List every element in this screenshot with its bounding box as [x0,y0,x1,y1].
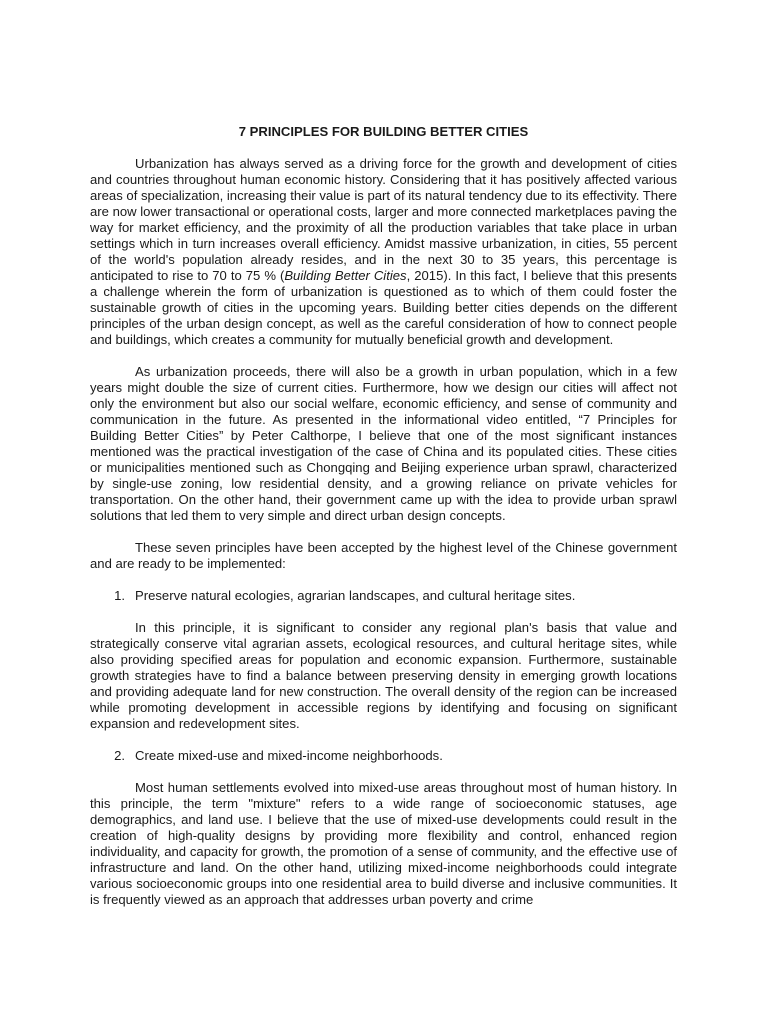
document-page [90,124,677,924]
list-text: Create mixed-use and mixed-income neighborhoods. [135,748,443,763]
document-title: 7 PRINCIPLES FOR BUILDING BETTER CITIES [238,124,529,139]
paragraph-intro-text: Urbanization has always served as a driving force for the growth and development of cities and countries throughout human economic history. Considering that it has positively affected various areas of specialization, increasing their value is part of its natural tendency due to its effectivity. There are now lower transactional or operational costs, larger and more connected marketplaces paving the way for market efficiency, and the proximity of all the production variables that take place in urban settings which in turn increases overall efficiency. Amidst massive urbanization, in cities, 55 percent of the world's population already resides, and in the next 30 to 35 years, this percentage is anticipated to rise to 70 to 75 % ( [90,156,677,283]
paragraph-intro-text-continued: , 2015). In this fact, I believe that this presents a challenge wherein the form of urbanization is questioned as to which of them could foster the sustainable growth of cities in the upcoming years. Building better cities depends on the different principles of the urban design concept, as well as the careful consideration of how to connect people and buildings, which creates a community for mutually beneficial growth and development. [90,268,677,347]
paragraph-seven-principles: These seven principles have been accepted by the highest level of the Chinese government and are ready to be implemented: [90,540,677,571]
list-item-principle-1 [90,588,677,604]
list-number: 2. [114,748,125,763]
list-text: Preserve natural ecologies, agrarian landscapes, and cultural heritage sites. [135,588,576,603]
paragraph-intro [90,156,677,348]
list-number: 1. [114,588,125,603]
citation-title: Building Better Cities [284,268,407,283]
paragraph-urban-population: As urbanization proceeds, there will also be a growth in urban population, which in a few years might double the size of current cities. Furthermore, how we design our cities will affect not only the environment but also our social welfare, economic efficiency, and sense of community and communication in the future. As presented in the informational video entitled, “7 Principles for Building Better Cities” by Peter Calthorpe, I believe that one of the most significant instances mentioned was the practical investigation of the case of China and its populated cities. These cities or municipalities mentioned such as Chongqing and Beijing experience urban sprawl, characterized by single-use zoning, low residential density, and a growing reliance on private vehicles for transportation. On the other hand, their government came up with the idea to provide urban sprawl solutions that led them to very simple and direct urban design concepts. [90,364,677,523]
list-item-principle-2 [90,748,677,764]
paragraph-principle-2: Most human settlements evolved into mixed-use areas throughout most of human history. In this principle, the term "mixture" refers to a wide range of socioeconomic statuses, age demographics, and land use. I believe that the use of mixed-use developments could result in the creation of high-quality designs by providing more flexibility and control, enhanced region individuality, and capacity for growth, the promotion of a sense of community, and the effective use of infrastructure and land. On the other hand, utilizing mixed-income neighborhoods could integrate various socioeconomic groups into one residential area to build diverse and inclusive communities. It is frequently viewed as an approach that addresses urban poverty and crime [90,780,677,907]
paragraph-principle-1: In this principle, it is significant to consider any regional plan's basis that value and strategically conserve vital agrarian assets, ecological resources, and cultural heritage sites, while also providing specified areas for population and economic expansion. Furthermore, sustainable growth strategies have to find a balance between preserving density in emerging growth locations and providing adequate land for new construction. The overall density of the region can be increased while promoting development in accessible regions by identifying and focusing on significant expansion and redevelopment sites. [90,620,677,731]
